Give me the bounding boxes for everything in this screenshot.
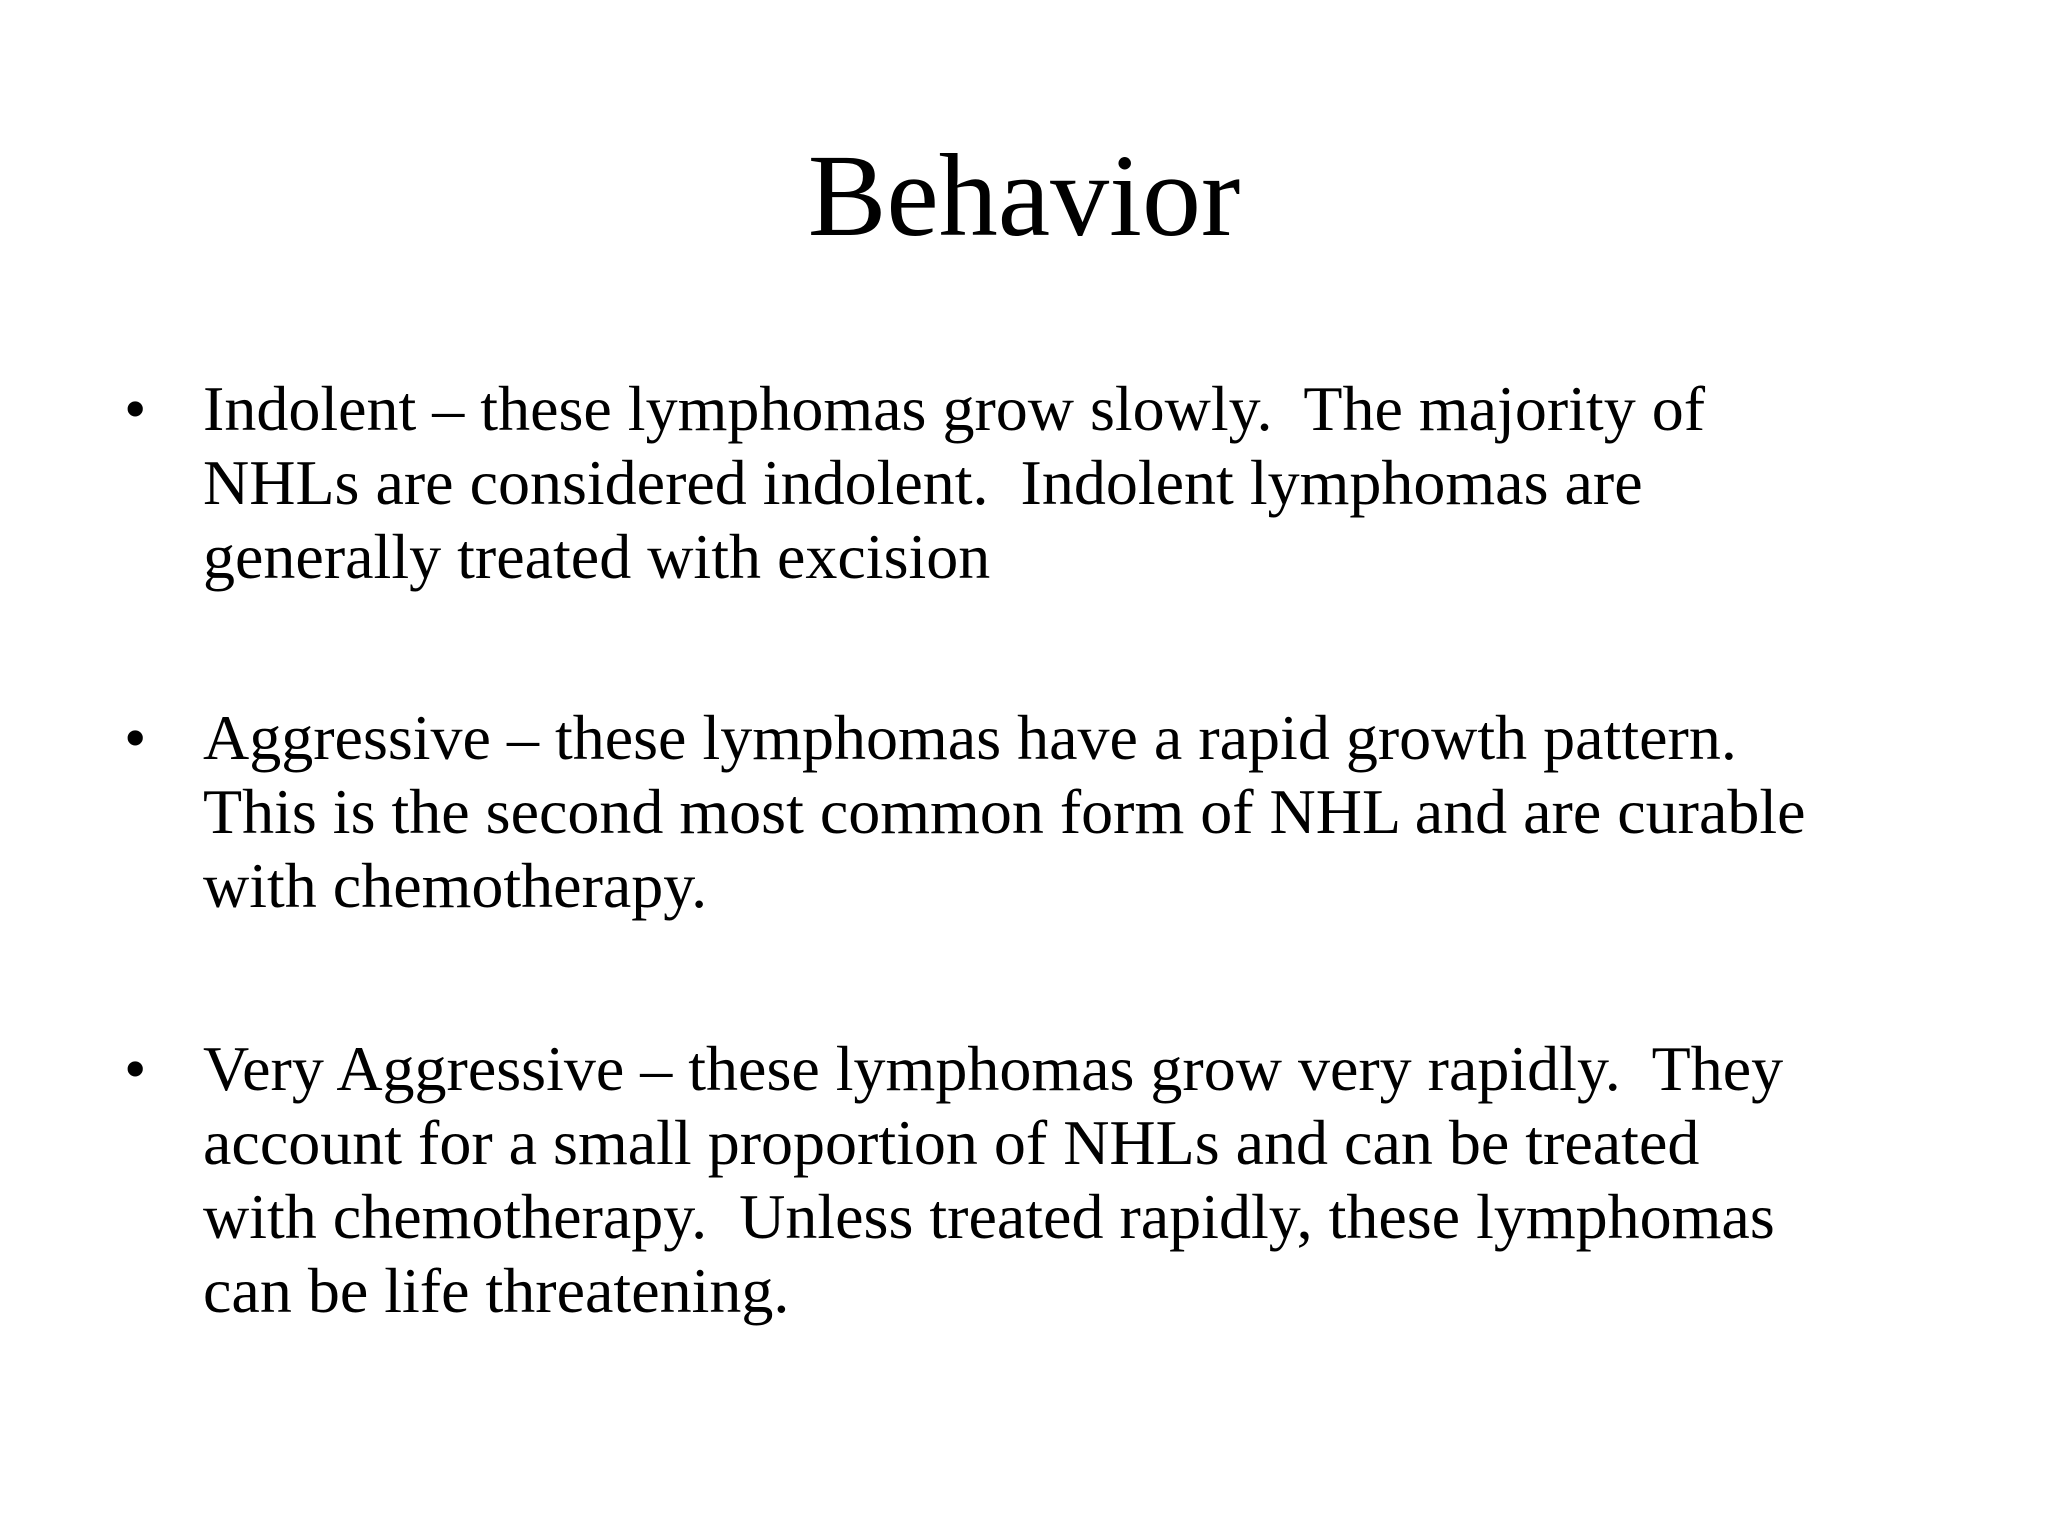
bullet-line: Very Aggressive – these lymphomas grow very rapidly. They [203,1033,1784,1104]
bullet-line: account for a small proportion of NHLs and can be treated [203,1107,1700,1178]
bullet-text [203,372,1963,594]
slide-title: Behavior [807,130,1241,261]
bullet-line: NHLs are considered indolent. Indolent lymphomas are [203,447,1643,518]
bullet-marker: • [124,702,147,773]
bullet-line: with chemotherapy. [203,850,708,921]
bullet-line: Indolent – these lymphomas grow slowly. The majority of [203,373,1705,444]
bullet-marker: • [124,1033,147,1104]
bullet-line: This is the second most common form of NHL and are curable [203,776,1806,847]
bullet-line: can be life threatening. [203,1255,790,1326]
bullet-text [203,1032,1963,1328]
bullet-line: with chemotherapy. Unless treated rapidly, these lymphomas [203,1181,1775,1252]
bullet-marker: • [124,373,147,444]
bullet-line: Aggressive – these lymphomas have a rapid growth pattern. [203,702,1737,773]
bullet-text [203,701,1963,923]
bullet-line: generally treated with excision [203,521,991,592]
